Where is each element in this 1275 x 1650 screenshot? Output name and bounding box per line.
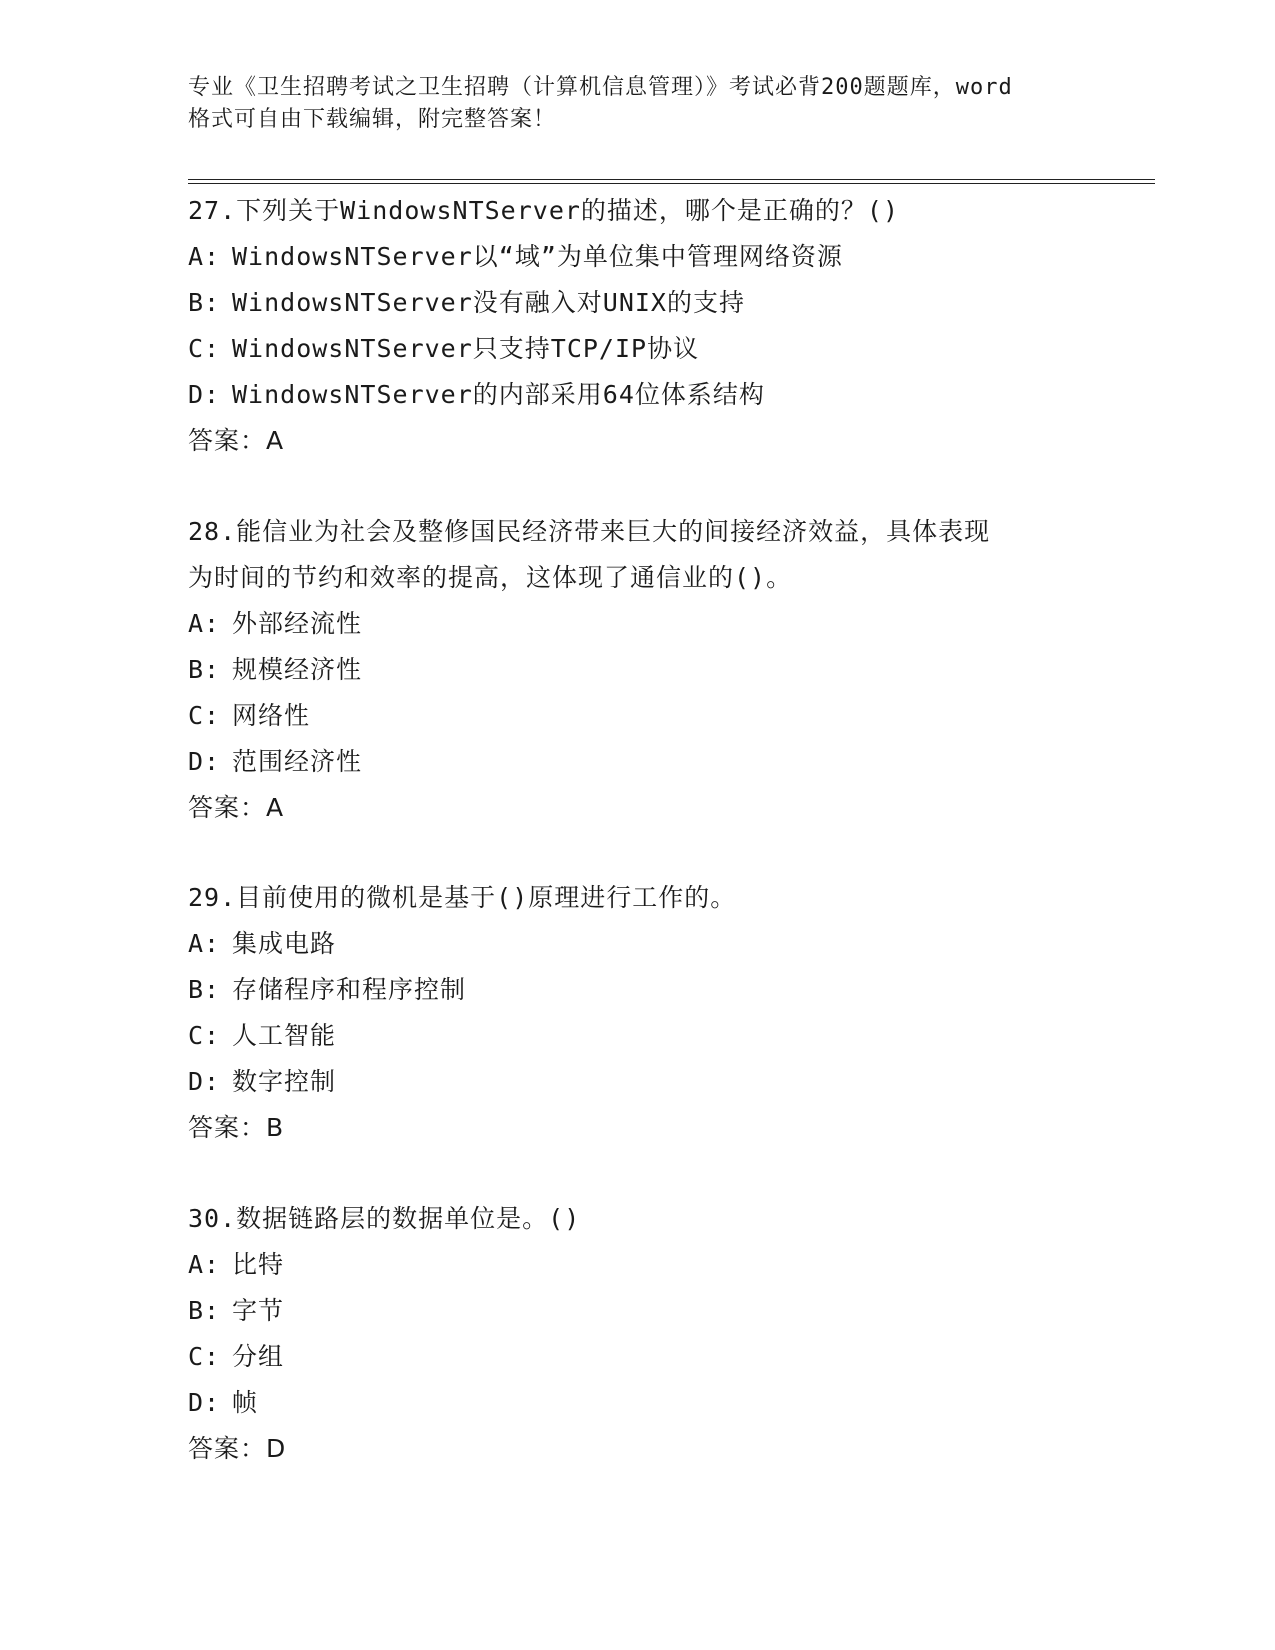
option-letter: C:: [188, 334, 221, 363]
question-28: [188, 509, 1088, 831]
option-b: [188, 647, 1088, 693]
option-text: 集成电路: [232, 929, 337, 958]
question-stem: 30.数据链路层的数据单位是。(): [188, 1204, 581, 1233]
option-letter: B:: [188, 288, 221, 317]
option-letter: A:: [188, 929, 221, 958]
option-letter: D:: [188, 1388, 221, 1417]
option-text: 分组: [232, 1342, 285, 1371]
option-letter: D:: [188, 1067, 221, 1096]
option-a: [188, 601, 1088, 647]
option-d: [188, 1380, 1088, 1426]
option-text: 规模经济性: [232, 655, 363, 684]
option-text: 字节: [232, 1296, 285, 1325]
answer-line: 答案：D: [188, 1434, 287, 1463]
question-stem: 28.能信业为社会及整修国民经济带来巨大的间接经济效益，具体表现: [188, 517, 991, 546]
answer-line: 答案：A: [188, 793, 285, 822]
option-text: 存储程序和程序控制: [232, 975, 467, 1004]
option-a: [188, 921, 1088, 967]
question-stem-continued: 为时间的节约和效率的提高，这体现了通信业的()。: [188, 563, 793, 592]
question-29: [188, 875, 1088, 1151]
option-a: [188, 234, 1088, 280]
option-b: [188, 1288, 1088, 1334]
option-c: [188, 693, 1088, 739]
option-text: 数字控制: [232, 1067, 337, 1096]
option-letter: D:: [188, 747, 221, 776]
option-text: WindowsNTServer没有融入对UNIX的支持: [232, 288, 745, 317]
option-text: WindowsNTServer的内部采用64位体系结构: [232, 380, 765, 409]
header-divider-bottom: [188, 183, 1155, 184]
document-header: [188, 72, 1088, 136]
option-text: 范围经济性: [232, 747, 363, 776]
option-letter: B:: [188, 655, 221, 684]
option-letter: C:: [188, 1342, 221, 1371]
option-letter: B:: [188, 975, 221, 1004]
question-30: [188, 1196, 1088, 1472]
option-letter: A:: [188, 609, 221, 638]
option-text: 网络性: [232, 701, 311, 730]
option-text: 外部经流性: [232, 609, 363, 638]
option-text: WindowsNTServer只支持TCP/IP协议: [232, 334, 700, 363]
header-line-1: 专业《卫生招聘考试之卫生招聘（计算机信息管理）》考试必背200题题库，word: [188, 75, 1013, 100]
option-text: 帧: [232, 1388, 259, 1417]
option-c: [188, 326, 1088, 372]
option-b: [188, 280, 1088, 326]
option-letter: D:: [188, 380, 221, 409]
option-a: [188, 1242, 1088, 1288]
question-stem: 29.目前使用的微机是基于()原理进行工作的。: [188, 883, 737, 912]
option-letter: B:: [188, 1296, 221, 1325]
question-27: [188, 188, 1088, 464]
question-stem: 27.下列关于WindowsNTServer的描述，哪个是正确的？(): [188, 196, 900, 225]
option-text: 人工智能: [232, 1021, 337, 1050]
option-text: 比特: [232, 1250, 285, 1279]
option-d: [188, 739, 1088, 785]
option-letter: A:: [188, 1250, 221, 1279]
option-letter: C:: [188, 701, 221, 730]
header-divider-top: [188, 179, 1155, 180]
option-c: [188, 1334, 1088, 1380]
option-b: [188, 967, 1088, 1013]
header-line-2: 格式可自由下载编辑，附完整答案！: [188, 107, 557, 132]
answer-line: 答案：A: [188, 426, 285, 455]
option-text: WindowsNTServer以“域”为单位集中管理网络资源: [232, 242, 843, 271]
option-letter: C:: [188, 1021, 221, 1050]
answer-line: 答案：B: [188, 1113, 285, 1142]
option-d: [188, 372, 1088, 418]
option-letter: A:: [188, 242, 221, 271]
option-c: [188, 1013, 1088, 1059]
option-d: [188, 1059, 1088, 1105]
